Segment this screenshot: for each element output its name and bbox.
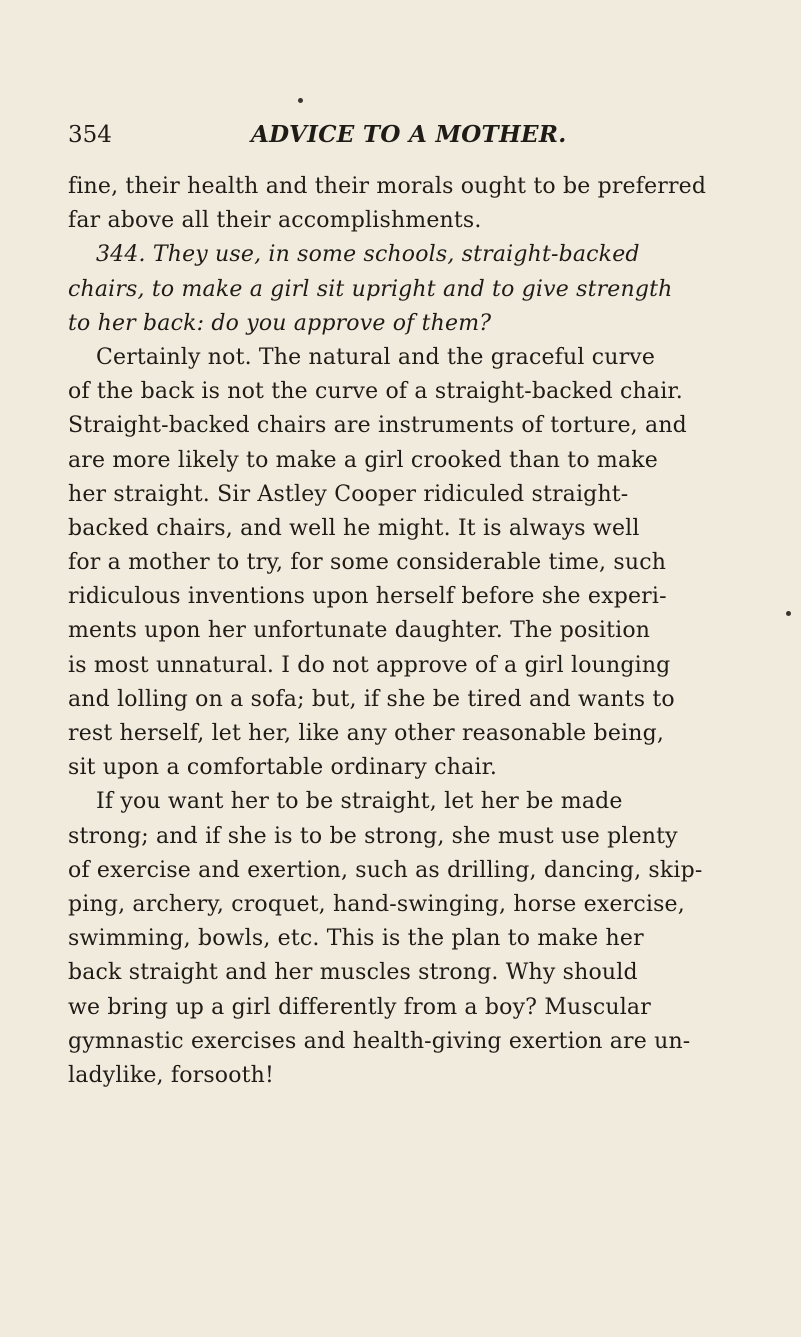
text-line: ladylike, forsooth! xyxy=(68,1062,275,1088)
ink-speck xyxy=(298,98,303,103)
text-line: swimming, bowls, etc. This is the plan to make her xyxy=(68,926,644,952)
running-head xyxy=(68,118,728,152)
text-line: and lolling on a sofa; but, if she be tired and wants to xyxy=(68,686,675,712)
text-line: Straight-backed chairs are instruments of torture, and xyxy=(68,413,687,439)
text-line: strong; and if she is to be strong, she must use plenty xyxy=(68,823,678,849)
running-title: ADVICE TO A MOTHER. xyxy=(251,121,567,148)
question-line: 344. They use, in some schools, straight-backed xyxy=(96,242,640,268)
text-line: we bring up a girl differently from a boy? Muscular xyxy=(68,994,651,1020)
question-line: chairs, to make a girl sit upright and to give strength xyxy=(68,276,673,302)
page-number: 354 xyxy=(68,122,112,148)
text-line: backed chairs, and well he might. It is always well xyxy=(68,515,640,541)
text-line: of exercise and exertion, such as drilling, dancing, skip- xyxy=(68,857,703,883)
text-line: is most unnatural. I do not approve of a girl lounging xyxy=(68,652,671,678)
ink-speck xyxy=(786,611,791,616)
text-line: for a mother to try, for some considerable time, such xyxy=(68,550,667,576)
text-line: ments upon her unfortunate daughter. The position xyxy=(68,618,651,644)
text-line: fine, their health and their morals ought to be preferred xyxy=(68,174,707,199)
text-line: Certainly not. The natural and the graceful curve xyxy=(96,344,656,370)
text-line: ping, archery, croquet, hand-swinging, horse exercise, xyxy=(68,891,685,917)
text-line: sit upon a comfortable ordinary chair. xyxy=(68,755,498,781)
text-line: back straight and her muscles strong. Why should xyxy=(68,960,638,986)
text-line: far above all their accomplishments. xyxy=(68,208,482,234)
text-line: rest herself, let her, like any other reasonable being, xyxy=(68,721,665,746)
text-line: her straight. Sir Astley Cooper ridiculed straight- xyxy=(68,481,629,507)
question-line: to her back: do you approve of them? xyxy=(68,310,492,336)
text-line: are more likely to make a girl crooked than to make xyxy=(68,447,658,473)
text-line: If you want her to be straight, let her be made xyxy=(96,789,623,815)
text-line: gymnastic exercises and health-giving exertion are un- xyxy=(68,1028,691,1054)
text-line: of the back is not the curve of a straight-backed chair. xyxy=(68,379,683,405)
text-line: ridiculous inventions upon herself before she experi- xyxy=(68,584,667,610)
body-text xyxy=(68,170,738,1093)
